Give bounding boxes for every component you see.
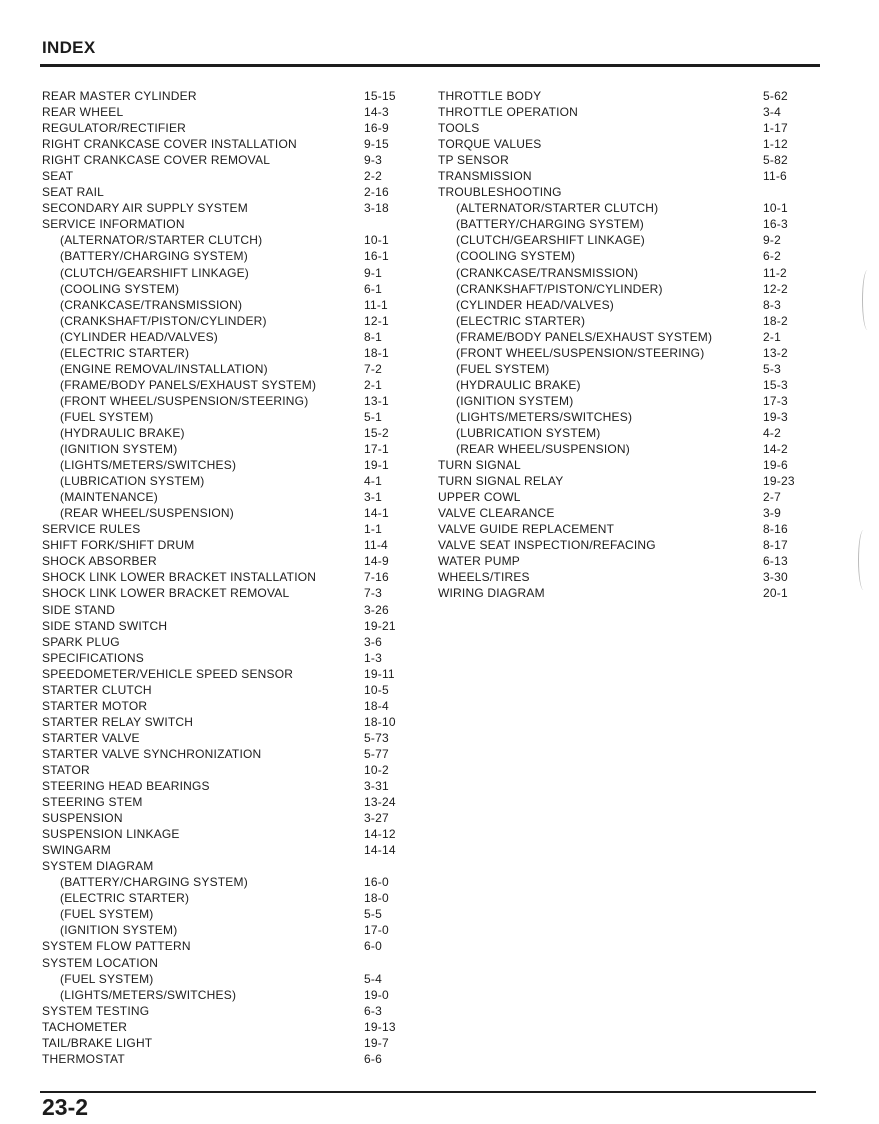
index-entry: [438, 120, 798, 136]
entry-name: (CLUTCH/GEARSHIFT LINKAGE): [60, 265, 250, 280]
index-subentry: [42, 489, 412, 505]
entry-page-ref: 12-2: [763, 281, 788, 296]
entry-name: (IGNITION SYSTEM): [60, 923, 178, 938]
index-subentry: [42, 874, 412, 890]
entry-page-ref: 6-2: [763, 249, 781, 264]
entry-page-ref: 1-1: [364, 522, 382, 537]
index-subentry: [42, 248, 412, 264]
index-subentry: [438, 361, 798, 377]
entry-page-ref: 1-3: [364, 650, 382, 665]
entry-name: SHIFT FORK/SHIFT DRUM: [42, 538, 195, 553]
index-entry: [438, 553, 798, 569]
entry-page-ref: 11-2: [763, 265, 787, 280]
entry-page-ref: 8-16: [763, 522, 788, 537]
entry-name: (LIGHTS/METERS/SWITCHES): [60, 458, 237, 473]
entry-page-ref: 16-0: [364, 875, 389, 890]
entry-name: SERVICE RULES: [42, 522, 141, 537]
entry-name: (ALTERNATOR/STARTER CLUTCH): [60, 233, 263, 248]
entry-name: TAIL/BRAKE LIGHT: [42, 1035, 153, 1050]
scan-edge-mark: [862, 270, 873, 330]
index-entry: [438, 537, 798, 553]
header-rule: [40, 64, 820, 67]
index-subentry: [42, 425, 412, 441]
index-entry: [42, 810, 412, 826]
entry-page-ref: 16-3: [763, 217, 788, 232]
entry-name: TURN SIGNAL: [438, 458, 521, 473]
index-entry: [42, 938, 412, 954]
entry-name: SPECIFICATIONS: [42, 650, 144, 665]
index-entry: [42, 521, 412, 537]
entry-page-ref: 19-11: [364, 666, 395, 681]
index-subentry: [42, 890, 412, 906]
entry-page-ref: 13-24: [364, 795, 396, 810]
index-subentry: [438, 313, 798, 329]
entry-page-ref: 13-2: [763, 345, 788, 360]
entry-page-ref: 3-6: [364, 634, 382, 649]
entry-name: SEAT RAIL: [42, 185, 105, 200]
entry-page-ref: 3-31: [364, 779, 389, 794]
entry-name: SHOCK LINK LOWER BRACKET INSTALLATION: [42, 570, 317, 585]
entry-page-ref: 7-16: [364, 570, 389, 585]
entry-page-ref: 14-12: [364, 827, 396, 842]
entry-name: VALVE SEAT INSPECTION/REFACING: [438, 538, 656, 553]
entry-page-ref: 6-6: [364, 1051, 382, 1066]
entry-page-ref: 19-7: [364, 1035, 389, 1050]
entry-name: TACHOMETER: [42, 1019, 128, 1034]
entry-page-ref: 7-2: [364, 361, 382, 376]
entry-page-ref: 9-3: [364, 153, 382, 168]
index-entry: [42, 136, 412, 152]
entry-name: (ENGINE REMOVAL/INSTALLATION): [60, 361, 268, 376]
entry-page-ref: 10-2: [364, 762, 389, 777]
entry-name: (FUEL SYSTEM): [456, 361, 550, 376]
entry-page-ref: 19-23: [763, 474, 795, 489]
entry-page-ref: 8-1: [364, 329, 382, 344]
entry-name: (CRANKSHAFT/PISTON/CYLINDER): [60, 313, 267, 328]
entry-name: REGULATOR/RECTIFIER: [42, 121, 187, 136]
entry-name: (CYLINDER HEAD/VALVES): [456, 297, 614, 312]
entry-name: (FRONT WHEEL/SUSPENSION/STEERING): [456, 345, 705, 360]
entry-name: (ELECTRIC STARTER): [60, 891, 190, 906]
index-subentry: [42, 971, 412, 987]
entry-name: (HYDRAULIC BRAKE): [456, 377, 581, 392]
entry-name: (REAR WHEEL/SUSPENSION): [60, 506, 234, 521]
entry-name: TRANSMISSION: [438, 169, 532, 184]
entry-name: THROTTLE BODY: [438, 89, 542, 103]
entry-page-ref: 14-3: [364, 105, 389, 120]
index-entry: [42, 778, 412, 794]
index-entry: [438, 168, 798, 184]
entry-page-ref: 4-1: [364, 474, 382, 489]
index-subentry: [42, 473, 412, 489]
index-subentry: [42, 987, 412, 1003]
entry-page-ref: 15-3: [763, 377, 788, 392]
index-entry: [42, 634, 412, 650]
entry-name: THROTTLE OPERATION: [438, 105, 579, 120]
entry-page-ref: 17-1: [364, 442, 389, 457]
entry-page-ref: 3-27: [364, 811, 389, 826]
entry-name: (BATTERY/CHARGING SYSTEM): [60, 249, 248, 264]
entry-name: (HYDRAULIC BRAKE): [60, 425, 185, 440]
entry-name: STARTER VALVE SYNCHRONIZATION: [42, 746, 262, 761]
entry-name: (REAR WHEEL/SUSPENSION): [456, 442, 630, 457]
entry-page-ref: 18-10: [364, 714, 396, 729]
index-subentry: [438, 265, 798, 281]
entry-name: (ELECTRIC STARTER): [60, 345, 190, 360]
index-entry: [42, 842, 412, 858]
entry-name: WHEELS/TIRES: [438, 570, 530, 585]
entry-name: UPPER COWL: [438, 490, 521, 505]
entry-name: VALVE GUIDE REPLACEMENT: [438, 522, 615, 537]
index-subentry: [42, 329, 412, 345]
index-entry: [42, 666, 412, 682]
entry-page-ref: 6-3: [364, 1003, 382, 1018]
index-entry: [42, 168, 412, 184]
index-subentry: [438, 345, 798, 361]
index-entry: [42, 1003, 412, 1019]
entry-name: TURN SIGNAL RELAY: [438, 474, 564, 489]
entry-page-ref: 19-6: [763, 458, 788, 473]
entry-name: (IGNITION SYSTEM): [60, 442, 178, 457]
entry-name: (LIGHTS/METERS/SWITCHES): [60, 987, 237, 1002]
index-subentry: [42, 265, 412, 281]
entry-page-ref: 5-1: [364, 409, 382, 424]
entry-name: TROUBLESHOOTING: [438, 185, 562, 200]
entry-name: SIDE STAND SWITCH: [42, 618, 168, 633]
entry-name: (CRANKCASE/TRANSMISSION): [456, 265, 639, 280]
entry-page-ref: 5-77: [364, 746, 389, 761]
index-subentry: [438, 216, 798, 232]
entry-name: (CRANKCASE/TRANSMISSION): [60, 297, 243, 312]
entry-page-ref: 3-26: [364, 602, 389, 617]
entry-name: SHOCK ABSORBER: [42, 554, 157, 569]
entry-page-ref: 2-16: [364, 185, 389, 200]
entry-name: (COOLING SYSTEM): [60, 281, 180, 296]
entry-page-ref: 15-2: [364, 425, 389, 440]
entry-page-ref: 7-3: [364, 586, 382, 601]
index-entry: [42, 104, 412, 120]
index-entry: [438, 489, 798, 505]
entry-name: (IGNITION SYSTEM): [456, 393, 574, 408]
entry-name: (CRANKSHAFT/PISTON/CYLINDER): [456, 281, 663, 296]
index-entry: [42, 698, 412, 714]
entry-page-ref: 12-1: [364, 313, 389, 328]
entry-name: REAR WHEEL: [42, 105, 124, 120]
index-entry: [438, 152, 798, 168]
entry-name: (LUBRICATION SYSTEM): [456, 425, 601, 440]
index-subentry: [438, 281, 798, 297]
entry-page-ref: 3-4: [763, 105, 781, 120]
entry-name: (FRONT WHEEL/SUSPENSION/STEERING): [60, 393, 309, 408]
page-title: INDEX: [42, 38, 96, 57]
index-entry: [42, 553, 412, 569]
index-entry: [42, 858, 412, 874]
entry-name: (BATTERY/CHARGING SYSTEM): [60, 875, 248, 890]
entry-page-ref: 5-73: [364, 730, 389, 745]
index-subentry: [42, 377, 412, 393]
entry-page-ref: 17-0: [364, 923, 389, 938]
entry-name: RIGHT CRANKCASE COVER INSTALLATION: [42, 137, 297, 152]
entry-name: STATOR: [42, 762, 90, 777]
index-subentry: [42, 393, 412, 409]
entry-page-ref: 6-0: [364, 939, 382, 954]
entry-name: WATER PUMP: [438, 554, 520, 569]
entry-name: (FUEL SYSTEM): [60, 907, 154, 922]
index-entry: [42, 746, 412, 762]
entry-name: SIDE STAND: [42, 602, 116, 617]
entry-name: SYSTEM LOCATION: [42, 955, 159, 970]
entry-page-ref: 3-9: [763, 506, 781, 521]
entry-page-ref: 17-3: [763, 393, 788, 408]
index-entry: [42, 602, 412, 618]
entry-name: SUSPENSION: [42, 811, 123, 826]
index-entry: [42, 216, 412, 232]
entry-name: (FRAME/BODY PANELS/EXHAUST SYSTEM): [456, 329, 713, 344]
entry-name: (FUEL SYSTEM): [60, 971, 154, 986]
entry-page-ref: 10-1: [763, 201, 788, 216]
index-subentry: [42, 361, 412, 377]
index-subentry: [438, 409, 798, 425]
entry-page-ref: 2-2: [364, 169, 382, 184]
entry-name: (ELECTRIC STARTER): [456, 313, 586, 328]
entry-name: SERVICE INFORMATION: [42, 217, 185, 232]
index-subentry: [42, 281, 412, 297]
entry-name: STARTER CLUTCH: [42, 682, 152, 697]
index-subentry: [42, 345, 412, 361]
index-subentry: [438, 297, 798, 313]
entry-page-ref: 19-0: [364, 987, 389, 1002]
entry-name: (BATTERY/CHARGING SYSTEM): [456, 217, 644, 232]
entry-name: THERMOSTAT: [42, 1051, 125, 1066]
entry-name: (LIGHTS/METERS/SWITCHES): [456, 409, 633, 424]
index-entry: [42, 1019, 412, 1035]
entry-page-ref: 18-2: [763, 313, 788, 328]
entry-page-ref: 14-1: [364, 506, 389, 521]
entry-page-ref: 9-1: [364, 265, 382, 280]
entry-page-ref: 16-9: [364, 121, 389, 136]
entry-page-ref: 1-12: [763, 137, 788, 152]
index-subentry: [42, 906, 412, 922]
entry-page-ref: 2-1: [763, 329, 781, 344]
index-entry: [42, 714, 412, 730]
entry-name: SYSTEM FLOW PATTERN: [42, 939, 191, 954]
entry-name: TP SENSOR: [438, 153, 509, 168]
index-entry: [438, 184, 798, 200]
entry-page-ref: 3-30: [763, 570, 788, 585]
index-entry: [42, 120, 412, 136]
index-subentry: [42, 457, 412, 473]
entry-name: REAR MASTER CYLINDER: [42, 89, 197, 103]
entry-page-ref: 4-2: [763, 425, 781, 440]
entry-name: SPEEDOMETER/VEHICLE SPEED SENSOR: [42, 666, 294, 681]
entry-page-ref: 2-1: [364, 377, 382, 392]
entry-page-ref: 14-14: [364, 843, 396, 858]
entry-name: SUSPENSION LINKAGE: [42, 827, 180, 842]
index-entry: [42, 200, 412, 216]
entry-name: SYSTEM DIAGRAM: [42, 859, 154, 874]
index-entry: [42, 618, 412, 634]
entry-page-ref: 19-13: [364, 1019, 396, 1034]
entry-page-ref: 10-1: [364, 233, 389, 248]
entry-name: (COOLING SYSTEM): [456, 249, 576, 264]
page-number: 23-2: [42, 1094, 89, 1120]
entry-page-ref: 15-15: [364, 89, 396, 103]
index-entry: [438, 585, 798, 601]
entry-name: (MAINTENANCE): [60, 490, 158, 505]
index-entry: [42, 682, 412, 698]
index-entry: [42, 1035, 412, 1051]
entry-page-ref: 5-4: [364, 971, 382, 986]
entry-name: STARTER VALVE: [42, 730, 140, 745]
entry-name: SWINGARM: [42, 843, 111, 858]
entry-name: (CLUTCH/GEARSHIFT LINKAGE): [456, 233, 646, 248]
footer-rule: [40, 1091, 816, 1093]
index-entry: [438, 136, 798, 152]
entry-name: STEERING HEAD BEARINGS: [42, 779, 210, 794]
index-entry: [42, 537, 412, 553]
entry-page-ref: 10-5: [364, 682, 389, 697]
index-entry: [438, 505, 798, 521]
entry-name: VALVE CLEARANCE: [438, 506, 555, 521]
entry-name: (LUBRICATION SYSTEM): [60, 474, 205, 489]
entry-page-ref: 5-3: [763, 361, 781, 376]
entry-page-ref: 11-4: [364, 538, 388, 553]
index-subentry: [438, 393, 798, 409]
index-entry: [438, 473, 798, 489]
index-subentry: [42, 297, 412, 313]
index-subentry: [438, 329, 798, 345]
index-entry: [438, 457, 798, 473]
entry-page-ref: 9-15: [364, 137, 389, 152]
index-entry: [438, 104, 798, 120]
index-entry: [42, 955, 412, 971]
entry-page-ref: 6-13: [763, 554, 788, 569]
entry-page-ref: 8-3: [763, 297, 781, 312]
index-subentry: [42, 505, 412, 521]
entry-page-ref: 9-2: [763, 233, 781, 248]
entry-name: SECONDARY AIR SUPPLY SYSTEM: [42, 201, 248, 216]
entry-page-ref: 13-1: [364, 393, 389, 408]
entry-page-ref: 20-1: [763, 586, 788, 601]
entry-name: SPARK PLUG: [42, 634, 120, 649]
entry-name: SYSTEM TESTING: [42, 1003, 150, 1018]
index-subentry: [42, 232, 412, 248]
index-subentry: [42, 922, 412, 938]
entry-name: (FUEL SYSTEM): [60, 409, 154, 424]
index-entry: [438, 569, 798, 585]
entry-name: STARTER MOTOR: [42, 698, 148, 713]
entry-page-ref: 18-4: [364, 698, 389, 713]
entry-name: TORQUE VALUES: [438, 137, 542, 152]
entry-page-ref: 19-1: [364, 458, 389, 473]
index-subentry: [42, 409, 412, 425]
entry-name: (ALTERNATOR/STARTER CLUTCH): [456, 201, 659, 216]
index-entry: [42, 762, 412, 778]
entry-page-ref: 18-1: [364, 345, 389, 360]
entry-name: STARTER RELAY SWITCH: [42, 714, 194, 729]
index-entry: [42, 826, 412, 842]
entry-name: RIGHT CRANKCASE COVER REMOVAL: [42, 153, 271, 168]
entry-page-ref: 11-1: [364, 297, 388, 312]
entry-name: SHOCK LINK LOWER BRACKET REMOVAL: [42, 586, 290, 601]
entry-name: WIRING DIAGRAM: [438, 586, 545, 601]
index-subentry: [42, 441, 412, 457]
entry-name: SEAT: [42, 169, 74, 184]
entry-page-ref: 8-17: [763, 538, 788, 553]
entry-page-ref: 19-21: [364, 618, 396, 633]
index-column-right: [438, 88, 798, 602]
entry-page-ref: 16-1: [364, 249, 389, 264]
entry-page-ref: 19-3: [763, 409, 788, 424]
index-subentry: [438, 200, 798, 216]
index-entry: [42, 650, 412, 666]
index-subentry: [438, 441, 798, 457]
index-entry: [42, 88, 412, 104]
scan-edge-mark: [858, 530, 869, 590]
entry-name: TOOLS: [438, 121, 480, 136]
entry-name: STEERING STEM: [42, 795, 143, 810]
entry-page-ref: 14-2: [763, 442, 788, 457]
index-entry: [438, 521, 798, 537]
index-entry: [42, 184, 412, 200]
index-subentry: [438, 232, 798, 248]
index-entry: [42, 585, 412, 601]
index-entry: [42, 569, 412, 585]
index-subentry: [438, 425, 798, 441]
entry-page-ref: 5-62: [763, 89, 788, 103]
index-subentry: [438, 248, 798, 264]
index-entry: [42, 152, 412, 168]
entry-page-ref: 14-9: [364, 554, 389, 569]
entry-page-ref: 18-0: [364, 891, 389, 906]
entry-page-ref: 3-1: [364, 490, 382, 505]
entry-page-ref: 1-17: [763, 121, 788, 136]
index-entry: [42, 1051, 412, 1067]
entry-name: (CYLINDER HEAD/VALVES): [60, 329, 218, 344]
entry-page-ref: 5-5: [364, 907, 382, 922]
index-subentry: [42, 313, 412, 329]
index-entry: [42, 730, 412, 746]
entry-page-ref: 2-7: [763, 490, 781, 505]
entry-page-ref: 11-6: [763, 169, 787, 184]
index-entry: [42, 794, 412, 810]
entry-name: (FRAME/BODY PANELS/EXHAUST SYSTEM): [60, 377, 317, 392]
entry-page-ref: 3-18: [364, 201, 389, 216]
entry-page-ref: 5-82: [763, 153, 788, 168]
index-column-left: [42, 88, 412, 1067]
entry-page-ref: 6-1: [364, 281, 382, 296]
index-subentry: [438, 377, 798, 393]
index-entry: [438, 88, 798, 104]
